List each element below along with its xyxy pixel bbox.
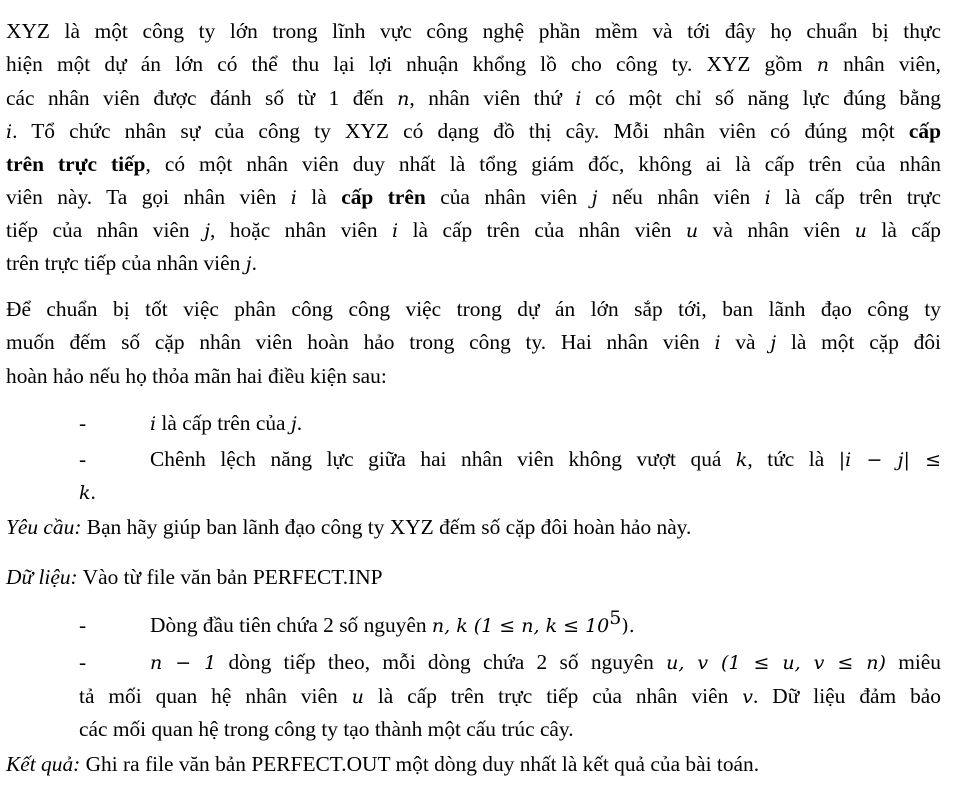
input-bullet-2-line-2: tả mối quan hệ nhân viên u là cấp trên trực tiếp của nhân viên v. Dữ liệu đảm bảo	[79, 684, 941, 708]
condition-1: i là cấp trên của j.	[150, 411, 303, 435]
input-bullet-2: n − 1 dòng tiếp theo, mỗi dòng chứa 2 số nguyên u, v (1 ≤ u, v ≤ n) miêu	[150, 650, 941, 674]
condition-2-dash: -	[79, 447, 87, 471]
condition-2-cont: k.	[79, 480, 96, 504]
input-bullet-2-dash: -	[79, 650, 87, 674]
condition-2: Chênh lệch năng lực giữa hai nhân viên không vượt quá k, tức là |i − j| ≤	[150, 447, 941, 471]
p1-line-6: viên này. Ta gọi nhân viên i là cấp trên của nhân viên j nếu nhân viên i là cấp trên trực	[6, 185, 942, 209]
p1-line-2: hiện một dự án lớn có thể thu lại lợi nhuận khổng lồ cho công ty. XYZ gồm n nhân viên,	[6, 52, 942, 76]
input-bullet-2-line-3: các mối quan hệ trong công ty tạo thành một cấu trúc cây.	[79, 717, 574, 741]
request-label: Yêu cầu:	[6, 515, 82, 539]
output-line: Kết quả: Ghi ra file văn bản PERFECT.OUT một dòng duy nhất là kết quả của bài toán.	[6, 752, 760, 776]
input-label: Dữ liệu:	[6, 565, 78, 589]
input-line: Dữ liệu: Vào từ file văn bản PERFECT.INP	[6, 565, 383, 589]
p2-line-3: hoàn hảo nếu họ thỏa mãn hai điều kiện sau:	[6, 364, 387, 388]
input-bullet-1: Dòng đầu tiên chứa 2 số nguyên n, k (1 ≤ n, $k \le 10^5$).	[150, 606, 635, 637]
p1-line-8: trên trực tiếp của nhân viên j.	[6, 251, 257, 275]
output-label: Kết quả:	[6, 752, 81, 776]
p1-line-1: XYZ là một công ty lớn trong lĩnh vực công nghệ phần mềm và tới đây họ chuẩn bị thực	[6, 19, 941, 43]
p1-line-7: tiếp của nhân viên j, hoặc nhân viên i là cấp trên của nhân viên u và nhân viên u là cấp	[6, 218, 941, 242]
condition-1-dash: -	[79, 411, 87, 435]
p2-line-2: muốn đếm số cặp nhân viên hoàn hảo trong công ty. Hai nhân viên i và j là một cặp đôi	[6, 330, 941, 354]
p2-line-1: Để chuẩn bị tốt việc phân công công việc trong dự án lớn sắp tới, ban lãnh đạo công ty	[6, 297, 941, 321]
request-line: Yêu cầu: Bạn hãy giúp ban lãnh đạo công ty XYZ đếm số cặp đôi hoàn hảo này.	[6, 515, 692, 539]
p1-line-3: các nhân viên được đánh số từ 1 đến n, nhân viên thứ i có một chỉ số năng lực đúng bằng	[6, 86, 941, 110]
p1-line-5: trên trực tiếp, có một nhân viên duy nhất là tổng giám đốc, không ai là cấp trên của nhân	[6, 152, 942, 176]
input-bullet-1-dash: -	[79, 613, 87, 637]
p1-line-4: i. Tổ chức nhân sự của công ty XYZ có dạng đồ thị cây. Mỗi nhân viên có đúng một cấp	[6, 119, 941, 143]
